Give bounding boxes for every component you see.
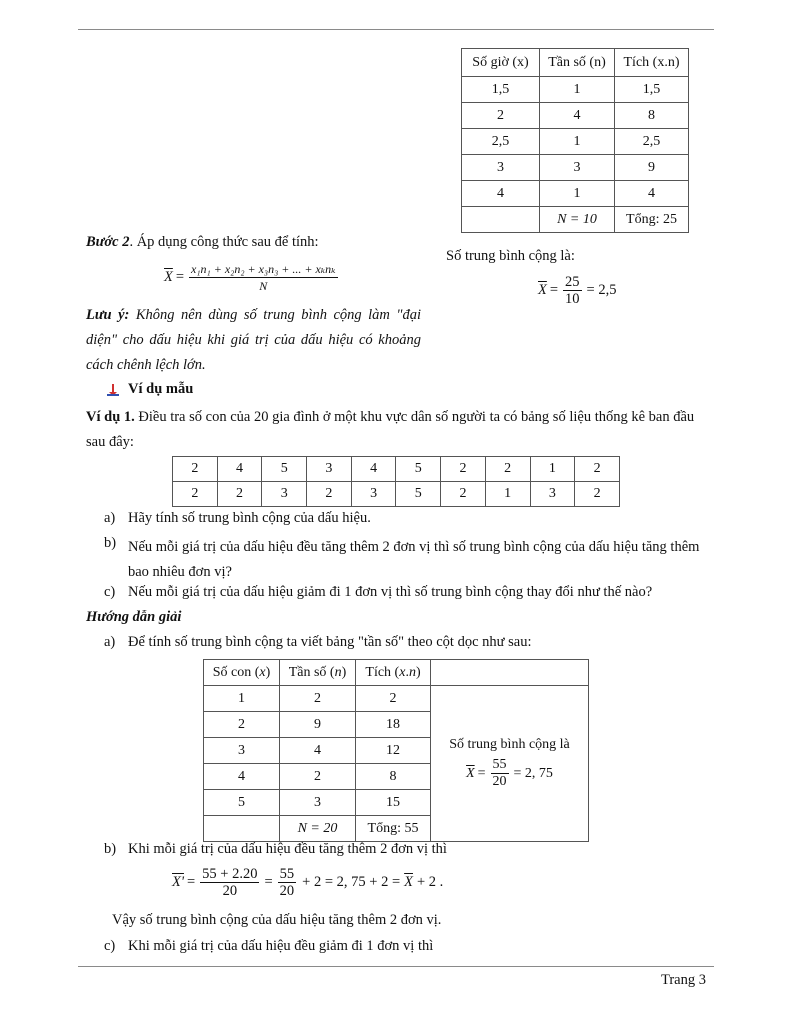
table-header: Số con (x)	[204, 660, 280, 686]
solution-heading: Hướng dẫn giải	[86, 609, 182, 625]
shifted-mean-formula: X' = $\frac{55 + 2.20}{20}$ = $\frac{55}{20}$ + 2 = 2, 75 + 2 = $\overline{X}$ + 2 .	[172, 866, 444, 899]
table-row: 2 4 8	[462, 103, 689, 129]
hours-frequency-table	[461, 48, 689, 233]
table-footer-row: N = 10 Tổng: 25	[462, 207, 689, 233]
table-header: Tần số (n)	[280, 660, 356, 686]
mean-formula: $\overline{X}$ = $\frac{\text{x₁n₁ + x₂n₂ + x₃n₃ + ... + xₖnₖ}}{N}$	[164, 262, 336, 293]
side-mean-cell: Số trung bình cộng là $\overline{X}$ = $\frac{55}{20}$ = 2, 75	[431, 686, 589, 842]
table-row: 4 1 4	[462, 181, 689, 207]
table-row: 4 2 8	[204, 764, 589, 790]
mean-label-1: Số trung bình cộng là:	[446, 248, 575, 264]
note-paragraph: Lưu ý: Không nên dùng số trung bình cộng làm "đại diện" cho dấu hiệu khi giá trị của dấu hiệu có khoảng cách chênh lệch lớn.	[86, 307, 421, 373]
table-header: Tích (x.n)	[615, 49, 689, 77]
table-row: 2 9 18	[204, 712, 589, 738]
table-footer-row: N = 20 Tổng: 55	[204, 816, 589, 842]
pin-icon	[106, 383, 120, 397]
example-1-text: Ví dụ 1. Điều tra số con của 20 gia đình ở một khu vực dân số người ta có bảng số liệu thống kê ban đầu sau đây:	[86, 409, 695, 450]
table-header: Tích (x.n)	[356, 660, 431, 686]
table-row: 2 4 5 3 4 5 2 2 1 2	[173, 457, 620, 482]
top-rule	[78, 29, 714, 30]
table-row: 3 4 12	[204, 738, 589, 764]
raw-data-table	[172, 456, 620, 507]
mean-result-1: $\overline{X}$ = $\frac{25}{10}$ = 2,5	[538, 274, 617, 307]
table-header: Tần số (n)	[540, 49, 615, 77]
step-2-text: Bước 2. Áp dụng công thức sau để tính:	[86, 234, 319, 250]
table-row: 2 2 3 2 3 5 2 1 3 2	[173, 482, 620, 507]
table-header: Số giờ (x)	[462, 49, 540, 77]
table-row: 1,5 1 1,5	[462, 77, 689, 103]
table-row: 2,5 1 2,5	[462, 129, 689, 155]
example-heading: Ví dụ mẫu	[106, 381, 193, 398]
page-number: Trang 3	[661, 972, 706, 988]
table-row: 1 2 2 Số trung bình cộng là $\overline{X}$ = $\frac{55}{20}$ = 2, 75	[204, 686, 589, 712]
conclusion-b: Vậy số trung bình cộng của dấu hiệu tăng thêm 2 đơn vị.	[112, 912, 442, 928]
children-frequency-table	[203, 659, 589, 842]
bottom-rule	[78, 966, 714, 967]
table-row: 3 3 9	[462, 155, 689, 181]
table-row: 5 3 15	[204, 790, 589, 816]
